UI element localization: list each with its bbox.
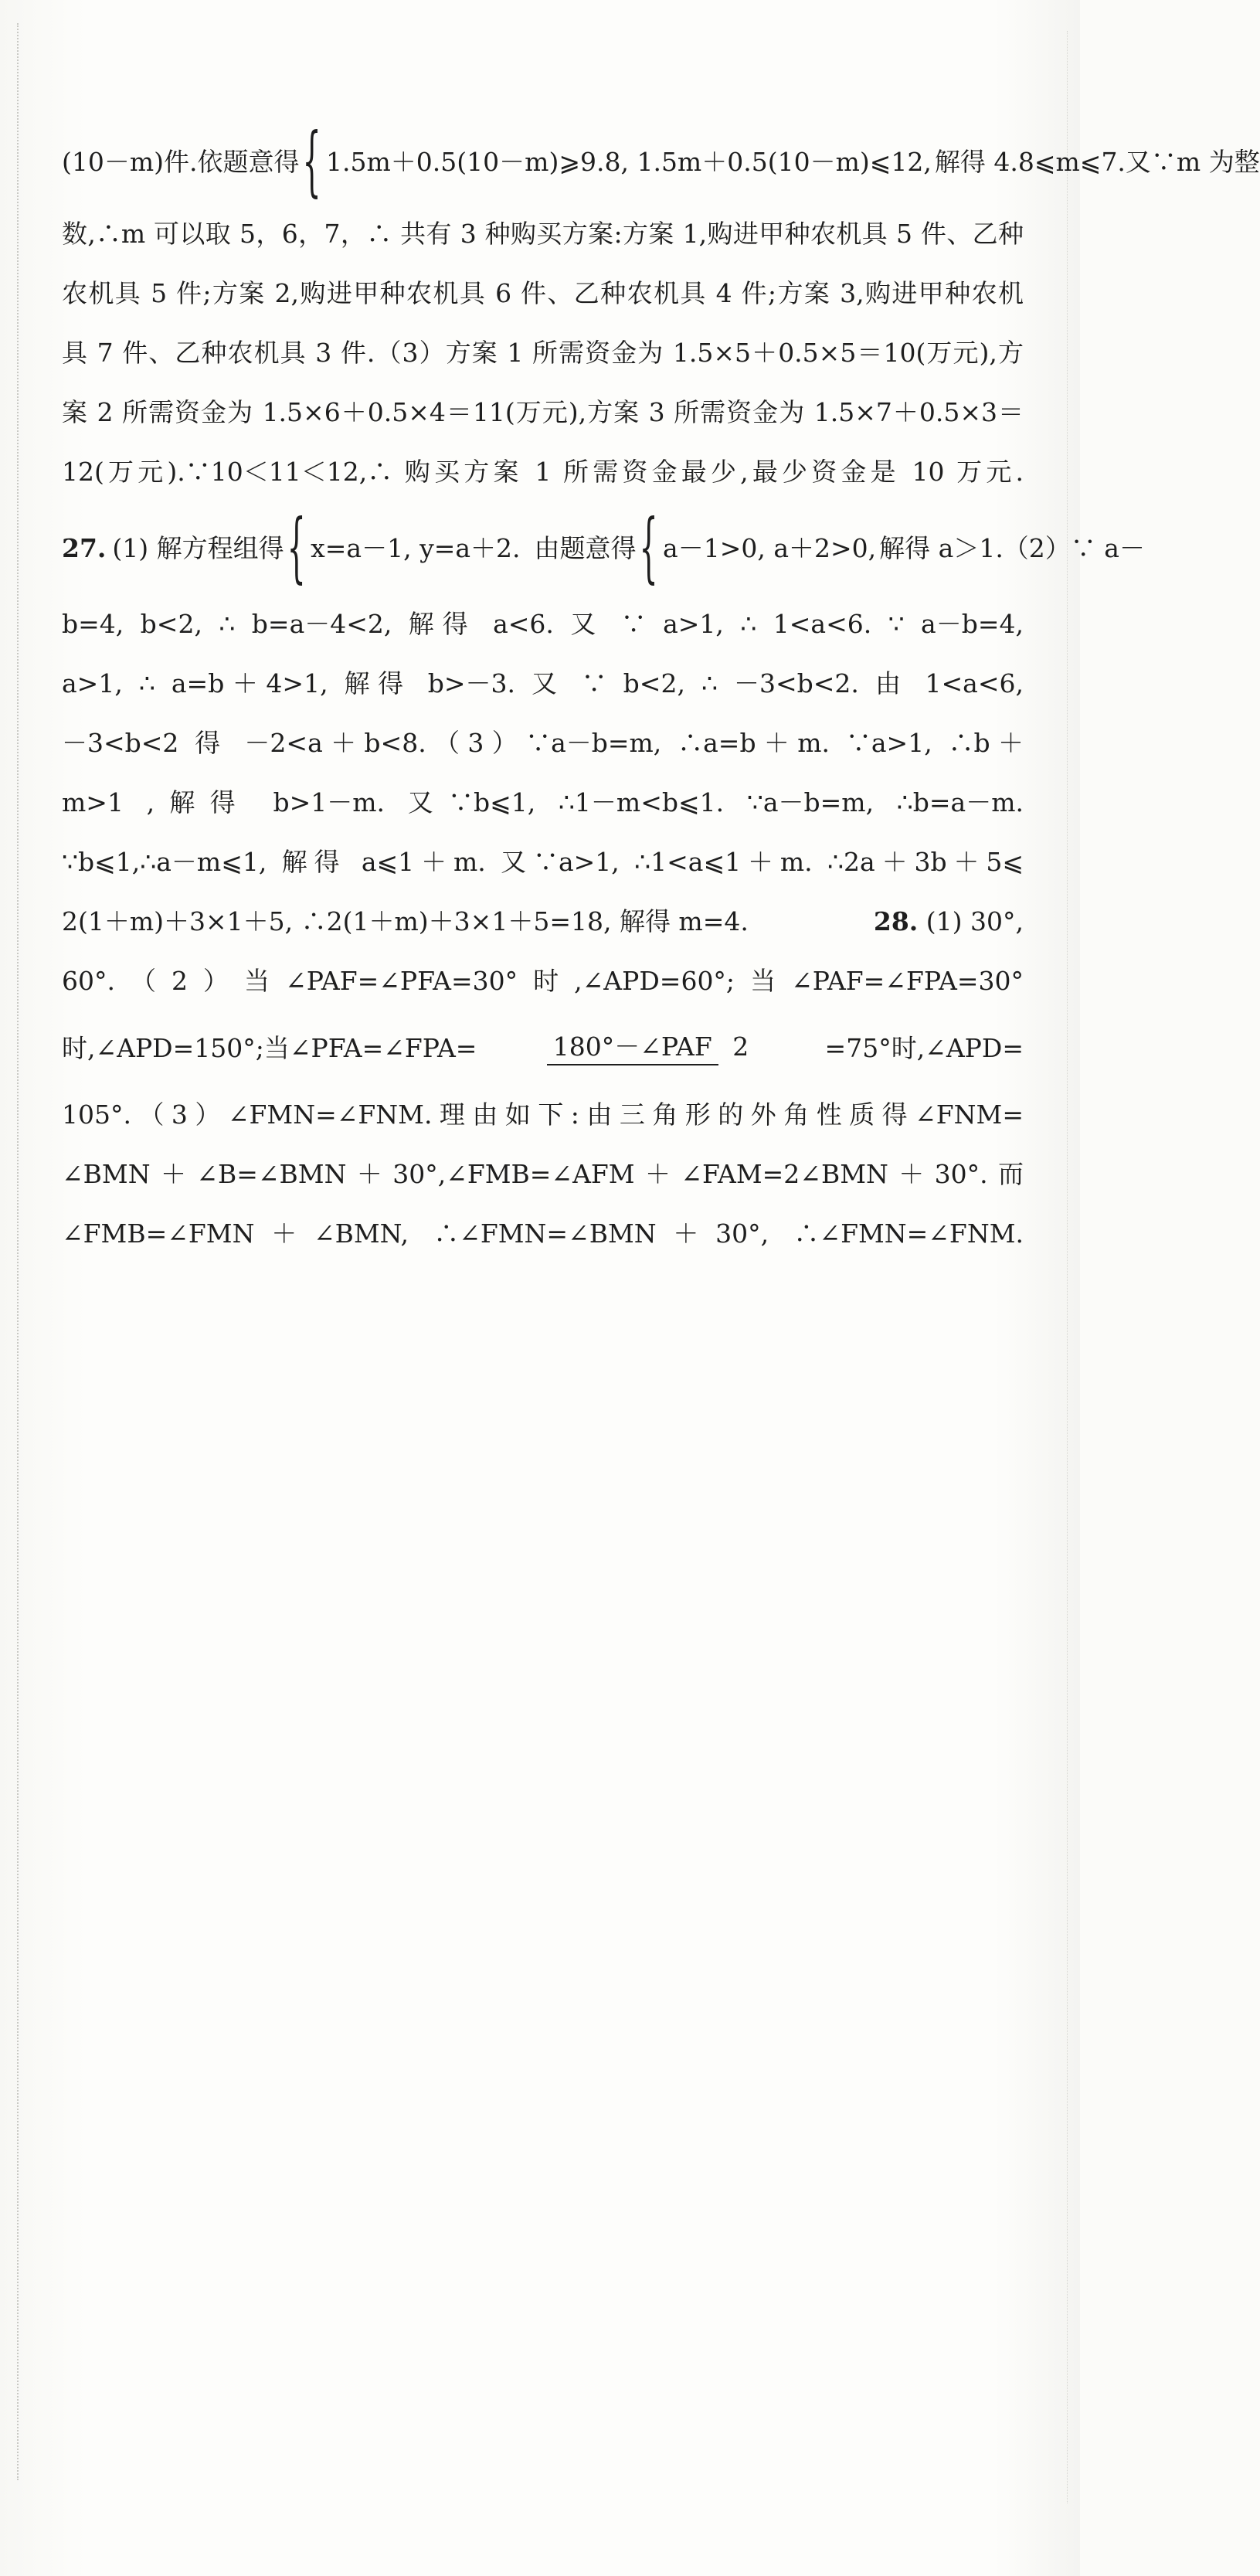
- solution-system: [287, 502, 521, 591]
- page-edge-right: [1067, 31, 1068, 2503]
- question-27-number: 27.: [62, 532, 107, 563]
- text-line: 12(万元).∵10＜11＜12,∴ 购买方案 1 所需资金最少,最少资金是 10 万元.: [62, 457, 1024, 487]
- text-line: 105°.（3）∠FMN=∠FNM.理由如下:由三角形的外角性质得∠FNM=: [62, 1099, 1024, 1130]
- q27-mid: 由题意得: [534, 532, 637, 563]
- text-line: －3<b<2 得 －2<a＋b<8.（3）∵a－b=m, ∴a=b＋m. ∵a>1, ∴b＋: [62, 728, 1024, 758]
- line1-post: 解得 4.8⩽m⩽7.又∵m 为整: [934, 146, 1260, 177]
- text-line: 具 7 件、乙种农机具 3 件.（3）方案 1 所需资金为 1.5×5＋0.5×5＝10(万元),方: [62, 338, 1024, 368]
- text-line: b=4, b<2, ∴ b=a－4<2, 解得 a<6. 又 ∵ a>1, ∴ 1<a<6. ∵ a－b=4,: [62, 609, 1024, 639]
- frac-line-pre: 时,∠APD=150°;当∠PFA=∠FPA=: [62, 1032, 477, 1063]
- solution-x: x=a－1,: [311, 532, 412, 563]
- inequality-1: 1.5m＋0.5(10－m)⩾9.8,: [326, 146, 629, 177]
- text-line: ∵b⩽1,∴a－m⩽1, 解得 a⩽1＋m. 又∵a>1, ∴1<a⩽1＋m. ∴2a＋3b＋5⩽: [62, 847, 1024, 877]
- q28-start: (1) 30°,: [925, 906, 1024, 936]
- frac-line-post: =75°时,∠APD=: [824, 1032, 1024, 1063]
- left-brace: {: [302, 116, 321, 205]
- text-line-fraction: [62, 1011, 1024, 1085]
- text-line: 60°.（2）当∠PAF=∠PFA=30°时,∠APD=60°;当∠PAF=∠FPA=30°: [62, 966, 1024, 996]
- text-line: m>1 ,解得 b>1－m. 又∵b⩽1, ∴1－m<b⩽1. ∵a－b=m, ∴b=a－m.: [62, 787, 1024, 817]
- text-line-q28: [62, 892, 1024, 951]
- text-line: ∠FMB=∠FMN＋∠BMN, ∴∠FMN=∠BMN＋30°, ∴∠FMN=∠FNM.: [62, 1218, 1024, 1249]
- text-line: a>1, ∴ a=b＋4>1, 解得 b>－3. 又 ∵ b<2, ∴ －3<b<2. 由 1<a<6,: [62, 668, 1024, 698]
- q27-post: 解得 a＞1.（2）∵ a－: [879, 532, 1145, 563]
- fraction-denominator: 2: [732, 1031, 749, 1062]
- q27-ending: 2(1＋m)＋3×1＋5, ∴2(1＋m)＋3×1＋5=18, 解得 m=4.: [62, 906, 749, 936]
- question-28-number: 28.: [873, 906, 919, 936]
- fraction-numerator: 180°－∠PAF: [547, 1030, 718, 1065]
- line-question-27: [62, 501, 1145, 594]
- binding-edge-left: [17, 23, 19, 2480]
- text-line: ∠BMN＋∠B=∠BMN＋30°,∠FMB=∠AFM＋∠FAM=2∠BMN＋30°.而: [62, 1159, 1024, 1189]
- fraction: [547, 1030, 756, 1065]
- text-line: 案 2 所需资金为 1.5×6＋0.5×4＝11(万元),方案 3 所需资金为 1.5×7＋0.5×3＝: [62, 397, 1024, 427]
- left-brace: {: [287, 502, 306, 591]
- condition-1: a－1>0,: [663, 532, 766, 563]
- line-inequality-system: [62, 116, 1260, 205]
- inequality-system: [302, 116, 932, 205]
- answer-text: [62, 116, 1260, 1263]
- inequality-2: 1.5m＋0.5(10－m)⩽12,: [637, 146, 932, 177]
- text-line: 农机具 5 件;方案 2,购进甲种农机具 6 件、乙种农机具 4 件;方案 3,购进甲种农机: [62, 278, 1024, 308]
- condition-system: [639, 502, 877, 591]
- line1-pre: (10－m)件.依题意得: [62, 146, 300, 177]
- condition-2: a＋2>0,: [773, 532, 877, 563]
- q27-pre: (1) 解方程组得: [112, 532, 284, 563]
- left-brace: {: [639, 502, 658, 591]
- solution-y: y=a＋2.: [419, 532, 521, 563]
- text-line: 数,∴m 可以取 5，6，7，∴ 共有 3 种购买方案:方案 1,购进甲种农机具 5 件、乙种: [62, 219, 1024, 249]
